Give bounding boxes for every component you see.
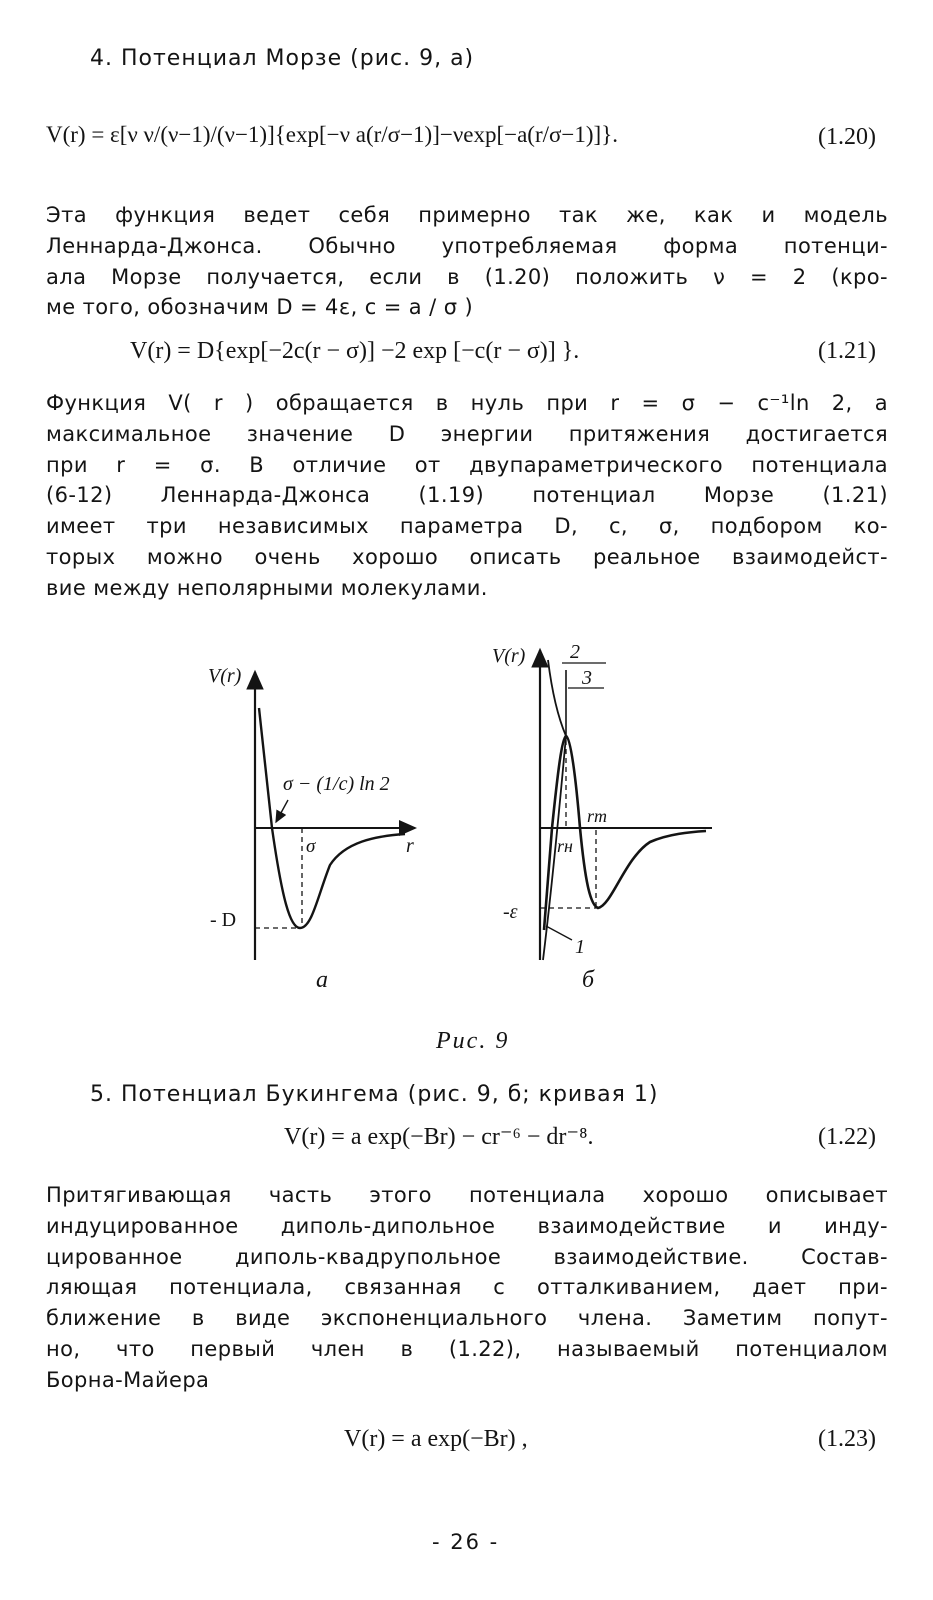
text-line: ближение в виде экспоненциального члена. Заметим попут- — [46, 1306, 888, 1331]
text-line: торых можно очень хорошо описать реальное взаимодейст- — [46, 544, 888, 569]
curve-1 — [544, 736, 706, 930]
section-5-heading: 5. Потенциал Букингема (рис. 9, б; кривая 1) — [90, 1082, 659, 1107]
panel-label-b: б — [582, 967, 595, 993]
zero-crossing-pointer — [276, 800, 288, 822]
equation-1-22: V(r) = a exp(−Br) − cr⁻⁶ − dr⁻⁸. — [284, 1124, 594, 1150]
section-4-heading: 4. Потенциал Морзе (рис. 9, a) — [90, 46, 475, 71]
curve-1-label: 1 — [575, 936, 585, 958]
figure-caption: Рис. 9 — [436, 1028, 510, 1054]
paragraph-2 — [46, 388, 888, 604]
minus-eps-label: -ε — [503, 901, 518, 923]
morse-curve — [259, 708, 405, 928]
axis-label-v-r: V(r) — [208, 665, 242, 687]
text-line: Борна-Майера — [46, 1367, 210, 1392]
figure-panel-a — [208, 665, 415, 993]
text-line: цированное диполь-квадрупольное взаимодействие. Состав- — [46, 1244, 888, 1269]
curve-1-leader — [546, 926, 572, 940]
paragraph-3 — [46, 1180, 888, 1396]
figure-panel-b — [492, 641, 712, 993]
text-line: ала Морзе получается, если в (1.20) положить ν = 2 (кро- — [46, 264, 888, 289]
axis-label-v-r: V(r) — [492, 645, 526, 667]
curve-2-label: 2 — [570, 641, 580, 663]
equation-1-23: V(r) = a exp(−Br) , — [344, 1426, 528, 1452]
equation-number-1-20: (1.20) — [818, 124, 876, 150]
figure-9 — [0, 630, 933, 1000]
text-line: максимальное значение D энергии притяжения достигается — [46, 421, 888, 446]
text-line: Притягивающая часть этого потенциала хорошо описывает — [46, 1183, 888, 1207]
equation-number-1-23: (1.23) — [818, 1426, 876, 1452]
text-line: ляющая потенциала, связанная с отталкиванием, дает при- — [46, 1275, 888, 1300]
equation-number-1-22: (1.22) — [818, 1124, 876, 1150]
panel-label-a: a — [316, 967, 328, 993]
text-line: Эта функция ведет себя примерно так же, как и модель — [46, 203, 888, 227]
text-line: Леннарда-Джонса. Обычно употребляемая форма потенци- — [46, 233, 888, 258]
text-line: индуцированное диполь-дипольное взаимодействие и инду- — [46, 1213, 888, 1238]
rh-label: rн — [557, 836, 573, 856]
text-line: имеет три независимых параметра D, c, σ, подбором ко- — [46, 514, 888, 539]
zero-crossing-label: σ − (1/c) ln 2 — [283, 773, 390, 795]
text-line: ме того, обозначим D = 4ε, c = a / σ ) — [46, 295, 474, 320]
rm-label: rm — [587, 806, 608, 826]
equation-1-20: V(r) = ε[ν ν/(ν−1)/(ν−1)]{exp[−ν a(r/σ−1)]−νexp[−a(r/σ−1)]}. — [46, 122, 618, 147]
text-line: но, что первый член в (1.22), называемый потенциалом — [46, 1336, 888, 1361]
equation-1-21: V(r) = D{exp[−2c(r − σ)] −2 exp [−c(r − σ)] }. — [130, 338, 580, 364]
sigma-label: σ — [306, 836, 316, 857]
text-line: при r = σ. В отличие от двупараметрического потенциала — [46, 452, 888, 477]
curve-3-label: 3 — [582, 667, 592, 689]
minus-d-label: - D — [210, 909, 237, 931]
page-number: - 26 - — [432, 1530, 500, 1554]
text-line: вие между неполярными молекулами. — [46, 575, 488, 600]
paragraph-1 — [46, 200, 888, 323]
text-line: Функция V( r ) обращается в нуль при r = σ − c⁻¹ln 2, а — [46, 391, 888, 415]
axis-label-r: r — [406, 835, 414, 857]
text-line: (6-12) Леннарда-Джонса (1.19) потенциал Морзе (1.21) — [46, 483, 888, 508]
equation-number-1-21: (1.21) — [818, 338, 876, 364]
